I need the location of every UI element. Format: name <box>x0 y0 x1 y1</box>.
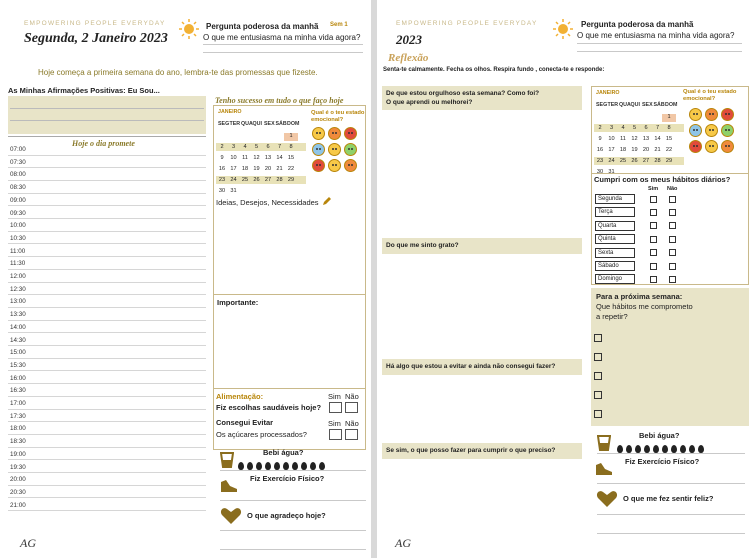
emoji-face-icon[interactable] <box>689 124 702 137</box>
calendar-day[interactable]: 31 <box>608 169 615 175</box>
weekday-label: SEG <box>596 102 608 108</box>
hour-label: 13:00 <box>10 298 26 306</box>
calendar-day[interactable]: 4 <box>243 144 247 150</box>
weekday-label: SEG <box>218 121 230 127</box>
emoji-face-icon[interactable] <box>328 127 341 140</box>
hour-label: 14:30 <box>10 336 26 344</box>
page-date: Segunda, 2 Janeiro 2023 <box>24 31 168 46</box>
hour-label: 18:30 <box>10 438 26 446</box>
exercise-label: Fiz Exercício Físico? <box>250 474 325 483</box>
next-week-checkbox[interactable] <box>594 391 602 399</box>
success-heading: Tenho sucesso em tudo o que faço hoje <box>215 96 344 105</box>
calendar-day[interactable]: 7 <box>655 125 660 131</box>
question-proud: De que estou orgulhoso esta semana? Como foi? <box>386 90 540 97</box>
food-yes-label: Sim <box>328 392 341 401</box>
calendar-day[interactable]: 8 <box>667 125 671 131</box>
habit-no-checkbox[interactable] <box>669 209 676 216</box>
hour-slot[interactable] <box>8 370 206 371</box>
hour-label: 14:00 <box>10 323 26 331</box>
hour-label: 08:30 <box>10 184 26 192</box>
hour-slot[interactable] <box>8 421 206 422</box>
weekday-label: SEX <box>642 102 653 108</box>
reflection-heading: Reflexão <box>388 52 429 64</box>
emoji-face-icon[interactable] <box>344 127 357 140</box>
calendar-day[interactable]: 6 <box>644 125 648 131</box>
emoji-face-icon[interactable] <box>705 140 718 153</box>
calendar-day[interactable]: 22 <box>287 166 295 172</box>
habits-title: Cumpri com os meus hábitos diários? <box>594 175 731 184</box>
emoji-face-icon[interactable] <box>328 143 341 156</box>
next-week-question-2: a repetir? <box>596 312 628 321</box>
calendar-day[interactable]: 16 <box>218 166 226 172</box>
sneaker-icon <box>595 461 613 477</box>
hour-label: 16:30 <box>10 387 26 395</box>
sun-icon <box>178 18 200 40</box>
calendar-day[interactable]: 23 <box>218 177 226 183</box>
next-week-checkbox[interactable] <box>594 334 602 342</box>
habit-day-label: Terça <box>595 207 635 217</box>
avoid-yes-label: Sim <box>328 419 341 428</box>
calendar-day[interactable]: 5 <box>632 125 637 131</box>
calendar-day[interactable]: 18 <box>241 166 249 172</box>
calendar-day[interactable]: 18 <box>619 147 627 153</box>
mood-question: Qual é o teu estado emocional? <box>683 89 737 102</box>
calendar-day[interactable]: 29 <box>665 158 673 164</box>
calendar-day[interactable]: 21 <box>654 147 661 153</box>
hour-slot[interactable] <box>8 218 206 219</box>
exercise-label: Fiz Exercício Físico? <box>625 457 700 466</box>
calendar-day[interactable]: 1 <box>662 114 676 122</box>
calendar-day[interactable]: 8 <box>289 144 293 150</box>
habits-yes-label: Sim <box>648 186 659 192</box>
hour-label: 19:30 <box>10 463 26 471</box>
calendar-day[interactable]: 10 <box>608 136 615 142</box>
hour-slot[interactable] <box>8 180 206 181</box>
weekday-label: QUA <box>619 102 631 108</box>
calendar-day[interactable]: 29 <box>287 177 295 183</box>
glass-icon <box>597 435 611 451</box>
water-label: Bebi água? <box>639 431 680 440</box>
hour-slot[interactable] <box>8 485 206 486</box>
hour-slot[interactable] <box>8 409 206 410</box>
calendar-day[interactable]: 26 <box>631 158 638 164</box>
hour-slot[interactable] <box>8 447 206 448</box>
food-no-checkbox[interactable] <box>345 402 358 413</box>
calendar-day[interactable]: 20 <box>642 147 650 153</box>
grateful-label: O que agradeço hoje? <box>247 511 326 520</box>
morning-question: O que me entusiasma na minha vida agora? <box>577 31 735 40</box>
emoji-face-icon[interactable] <box>344 143 357 156</box>
weekday-label: QUA <box>241 121 253 127</box>
emoji-face-icon[interactable] <box>344 159 357 172</box>
hour-label: 13:30 <box>10 311 26 319</box>
week-banner: Hoje começa a primeira semana do ano, lembra-te das promessas que fizeste. <box>38 68 318 77</box>
emoji-face-icon[interactable] <box>705 124 718 137</box>
calendar-day[interactable]: 23 <box>596 158 604 164</box>
habits-no-label: Não <box>667 186 678 192</box>
weekday-label: SÁB <box>653 102 665 108</box>
hour-label: 12:00 <box>10 273 26 280</box>
emoji-face-icon[interactable] <box>689 108 702 121</box>
calendar-day[interactable]: 12 <box>253 155 260 161</box>
water-drop-icon[interactable] <box>689 445 695 453</box>
hour-label: 19:00 <box>10 450 26 458</box>
emoji-face-icon[interactable] <box>705 108 718 121</box>
water-drop-icon[interactable] <box>635 445 641 453</box>
calendar-day[interactable]: 25 <box>619 158 627 164</box>
calendar-day[interactable]: 19 <box>253 166 260 172</box>
brand-tagline: EMPOWERING PEOPLE EVERYDAY <box>396 20 538 27</box>
water-drop-icon[interactable] <box>671 445 677 453</box>
water-drop-icon[interactable] <box>301 462 307 470</box>
habit-no-checkbox[interactable] <box>669 222 676 229</box>
hour-label: 10:30 <box>10 234 26 242</box>
weekday-label: SÁB <box>275 121 287 127</box>
next-week-checkbox[interactable] <box>594 410 602 418</box>
calendar-day[interactable]: 24 <box>230 177 237 183</box>
calendar-day[interactable]: 15 <box>287 155 295 161</box>
calendar-day[interactable]: 24 <box>608 158 615 164</box>
habit-day-label: Quarta <box>595 221 635 231</box>
calendar-day[interactable]: 12 <box>631 136 638 142</box>
calendar-day[interactable]: 14 <box>654 136 661 142</box>
logo: AG <box>395 536 411 550</box>
habit-no-checkbox[interactable] <box>669 249 676 256</box>
habit-no-checkbox[interactable] <box>669 236 676 243</box>
calendar-day[interactable]: 7 <box>277 144 282 150</box>
page-year: 2023 <box>396 32 422 47</box>
emoji-face-icon[interactable] <box>689 140 702 153</box>
hour-slot[interactable] <box>8 205 206 206</box>
glass-icon <box>220 452 234 468</box>
water-drop-icon[interactable] <box>644 445 650 453</box>
hour-label: 15:30 <box>10 361 26 369</box>
hour-label: 15:00 <box>10 349 26 357</box>
hour-label: 20:00 <box>10 476 26 484</box>
hour-slot[interactable] <box>8 282 206 283</box>
calendar-day[interactable]: 4 <box>621 125 625 131</box>
hour-label: 07:00 <box>10 146 26 153</box>
next-week-question: Que hábitos me comprometo <box>596 302 693 311</box>
calendar-day[interactable]: 27 <box>642 158 650 164</box>
week-number: Sem 1 <box>330 22 348 28</box>
habit-day-label: Segunda <box>595 194 635 204</box>
sneaker-icon <box>220 478 238 494</box>
water-drop-icon[interactable] <box>680 445 686 453</box>
question-avoiding: Há algo que estou a evitar e ainda não consegui fazer? <box>386 363 556 370</box>
calendar-day[interactable]: 14 <box>276 155 283 161</box>
emoji-face-icon[interactable] <box>312 143 325 156</box>
question-learned: O que aprendi ou melhorei? <box>386 99 473 106</box>
hour-slot[interactable] <box>8 231 206 232</box>
hour-label: 10:00 <box>10 222 26 230</box>
calendar-day[interactable]: 11 <box>242 155 248 161</box>
calendar-day[interactable]: 1 <box>284 133 298 141</box>
habit-no-checkbox[interactable] <box>669 196 676 203</box>
hour-slot[interactable] <box>8 497 206 498</box>
hour-slot[interactable] <box>8 434 206 435</box>
food-no-label: Não <box>345 392 359 401</box>
question-action: Se sim, o que posso fazer para cumprir o que preciso? <box>386 447 556 454</box>
hour-label: 12:30 <box>10 285 26 293</box>
hour-slot[interactable] <box>8 510 206 511</box>
water-drop-icon[interactable] <box>617 445 623 453</box>
hour-label: 18:00 <box>10 425 26 433</box>
calendar-day[interactable]: 2 <box>598 125 602 131</box>
calendar-day[interactable]: 19 <box>631 147 638 153</box>
next-week-checkbox[interactable] <box>594 372 602 380</box>
water-drop-icon[interactable] <box>238 462 244 470</box>
hour-slot[interactable] <box>8 320 206 321</box>
habit-yes-checkbox[interactable] <box>650 249 657 256</box>
weekday-label: QUI <box>630 102 640 108</box>
heart-icon <box>596 490 618 508</box>
emoji-face-icon[interactable] <box>328 159 341 172</box>
calendar-month: JANEIRO <box>218 109 242 115</box>
food-title: Alimentação: <box>216 392 264 401</box>
emoji-face-icon[interactable] <box>721 108 734 121</box>
avoid-yes-checkbox[interactable] <box>329 429 342 440</box>
water-drop-icon[interactable] <box>256 462 262 470</box>
avoid-no-checkbox[interactable] <box>345 429 358 440</box>
habit-yes-checkbox[interactable] <box>650 222 657 229</box>
hour-slot[interactable] <box>8 459 206 460</box>
calendar-day[interactable]: 20 <box>264 166 272 172</box>
affirmations-area[interactable] <box>8 96 206 134</box>
ideas-label: Ideias, Desejos, Necessidades <box>216 198 319 207</box>
habit-day-label: Quinta <box>595 234 635 244</box>
water-drops[interactable] <box>238 457 328 475</box>
pencil-icon <box>322 196 332 206</box>
calendar-day[interactable]: 15 <box>665 136 673 142</box>
hour-slot[interactable] <box>8 256 206 257</box>
calendar-month: JANEIRO <box>596 90 620 96</box>
weekday-label: TER <box>229 121 241 127</box>
question-grateful: Do que me sinto grato? <box>386 242 459 249</box>
habit-day-label: Domingo <box>595 274 635 284</box>
water-drop-icon[interactable] <box>319 462 325 470</box>
avoid-no-label: Não <box>345 419 359 428</box>
avoid-title: Consegui Evitar <box>216 418 274 427</box>
water-drop-icon[interactable] <box>247 462 253 470</box>
water-drops[interactable] <box>617 440 707 458</box>
hour-slot[interactable] <box>8 307 206 308</box>
calendar-day[interactable]: 31 <box>230 188 237 194</box>
calendar-day[interactable]: 5 <box>254 144 259 150</box>
calendar-day[interactable]: 17 <box>608 147 615 153</box>
emoji-face-icon[interactable] <box>312 159 325 172</box>
reflection-instructions: Senta-te calmamente. Fecha os olhos. Respira fundo , conecta-te e responde: <box>383 67 605 73</box>
sun-icon <box>552 18 574 40</box>
hour-slot[interactable] <box>8 294 206 295</box>
calendar-day[interactable]: 6 <box>266 144 270 150</box>
calendar-day[interactable]: 9 <box>598 136 602 142</box>
calendar-day[interactable]: 9 <box>220 155 224 161</box>
affirmations-title: As Minhas Afirmações Positivas: Eu Sou... <box>8 86 160 95</box>
next-week-title: Para a próxima semana: <box>596 292 683 301</box>
emoji-face-icon[interactable] <box>312 127 325 140</box>
happy-label: O que me fez sentir feliz? <box>623 494 714 503</box>
water-drop-icon[interactable] <box>265 462 271 470</box>
hour-label: 17:30 <box>10 412 26 420</box>
emoji-face-icon[interactable] <box>721 140 734 153</box>
hour-label: 11:30 <box>10 260 26 268</box>
habit-yes-checkbox[interactable] <box>650 263 657 270</box>
next-week-checkbox[interactable] <box>594 353 602 361</box>
calendar-day[interactable]: 3 <box>231 144 236 150</box>
weekday-label: SEX <box>264 121 275 127</box>
weekday-label: QUI <box>252 121 262 127</box>
calendar-day[interactable]: 26 <box>253 177 260 183</box>
food-question: Fiz escolhas saudáveis hoje? <box>216 403 322 412</box>
calendar-day[interactable]: 30 <box>596 169 604 175</box>
important-label: Importante: <box>217 298 259 307</box>
calendar-day[interactable]: 28 <box>276 177 283 183</box>
habit-yes-checkbox[interactable] <box>650 276 657 283</box>
heart-icon <box>220 507 242 525</box>
calendar-day[interactable]: 11 <box>620 136 626 142</box>
hour-slot[interactable] <box>8 193 206 194</box>
brand-tagline: EMPOWERING PEOPLE EVERYDAY <box>24 20 166 27</box>
water-label: Bebi água? <box>263 448 304 457</box>
calendar-day[interactable]: 27 <box>264 177 272 183</box>
water-drop-icon[interactable] <box>653 445 659 453</box>
food-yes-checkbox[interactable] <box>329 402 342 413</box>
hour-slot[interactable] <box>8 345 206 346</box>
calendar-day[interactable]: 3 <box>609 125 614 131</box>
hour-slot[interactable] <box>8 358 206 359</box>
calendar-day[interactable]: 25 <box>241 177 249 183</box>
hour-slot[interactable] <box>8 332 206 333</box>
calendar-day[interactable]: 13 <box>642 136 650 142</box>
hour-slot[interactable] <box>8 396 206 397</box>
habit-yes-checkbox[interactable] <box>650 196 657 203</box>
calendar-day[interactable]: 17 <box>230 166 237 172</box>
hour-label: 17:00 <box>10 400 26 407</box>
habit-day-label: Sábado <box>595 261 635 271</box>
logo: AG <box>20 536 36 550</box>
water-drop-icon[interactable] <box>292 462 298 470</box>
weekday-label: TER <box>607 102 619 108</box>
question-title: Pergunta poderosa da manhã <box>206 22 319 31</box>
hour-label: 08:00 <box>10 171 26 179</box>
calendar-day[interactable]: 2 <box>220 144 224 150</box>
water-drop-icon[interactable] <box>274 462 280 470</box>
promise-heading: Hoje o dia promete <box>72 139 135 148</box>
water-drop-icon[interactable] <box>283 462 289 470</box>
hour-label: 07:30 <box>10 158 26 166</box>
calendar-day[interactable]: 16 <box>596 147 604 153</box>
habit-day-label: Sexta <box>595 248 635 258</box>
hour-slot[interactable] <box>8 167 206 168</box>
hour-label: 16:00 <box>10 374 26 382</box>
calendar-day[interactable]: 22 <box>665 147 673 153</box>
habit-no-checkbox[interactable] <box>669 276 676 283</box>
habit-yes-checkbox[interactable] <box>650 209 657 216</box>
water-drop-icon[interactable] <box>626 445 632 453</box>
hour-label: 09:00 <box>10 196 26 204</box>
hour-label: 21:00 <box>10 501 26 509</box>
daily-page <box>0 0 371 558</box>
hour-label: 20:30 <box>10 488 26 496</box>
hour-slot[interactable] <box>8 243 206 244</box>
weekly-reflection-page <box>377 0 750 558</box>
calendar-day[interactable]: 13 <box>264 155 272 161</box>
water-drop-icon[interactable] <box>310 462 316 470</box>
calendar-day[interactable]: 30 <box>218 188 226 194</box>
habit-no-checkbox[interactable] <box>669 263 676 270</box>
water-drop-icon[interactable] <box>698 445 704 453</box>
question-title: Pergunta poderosa da manhã <box>581 20 694 29</box>
calendar-day[interactable]: 21 <box>276 166 283 172</box>
calendar-day[interactable]: 10 <box>230 155 237 161</box>
hour-label: 11:00 <box>10 247 26 255</box>
morning-question: O que me entusiasma na minha vida agora? <box>203 33 361 42</box>
hour-slot[interactable] <box>8 472 206 473</box>
mood-question: Qual é o teu estado emocional? <box>311 110 365 123</box>
hour-label: 09:30 <box>10 209 26 217</box>
hour-slot[interactable] <box>8 269 206 270</box>
water-drop-icon[interactable] <box>662 445 668 453</box>
habit-yes-checkbox[interactable] <box>650 236 657 243</box>
weekday-label: DOM <box>287 121 300 127</box>
hour-slot[interactable] <box>8 155 206 156</box>
hour-slot[interactable] <box>8 383 206 384</box>
calendar-day[interactable]: 28 <box>654 158 661 164</box>
avoid-question: Os açúcares processados? <box>216 430 307 439</box>
emoji-face-icon[interactable] <box>721 124 734 137</box>
weekday-label: DOM <box>665 102 678 108</box>
